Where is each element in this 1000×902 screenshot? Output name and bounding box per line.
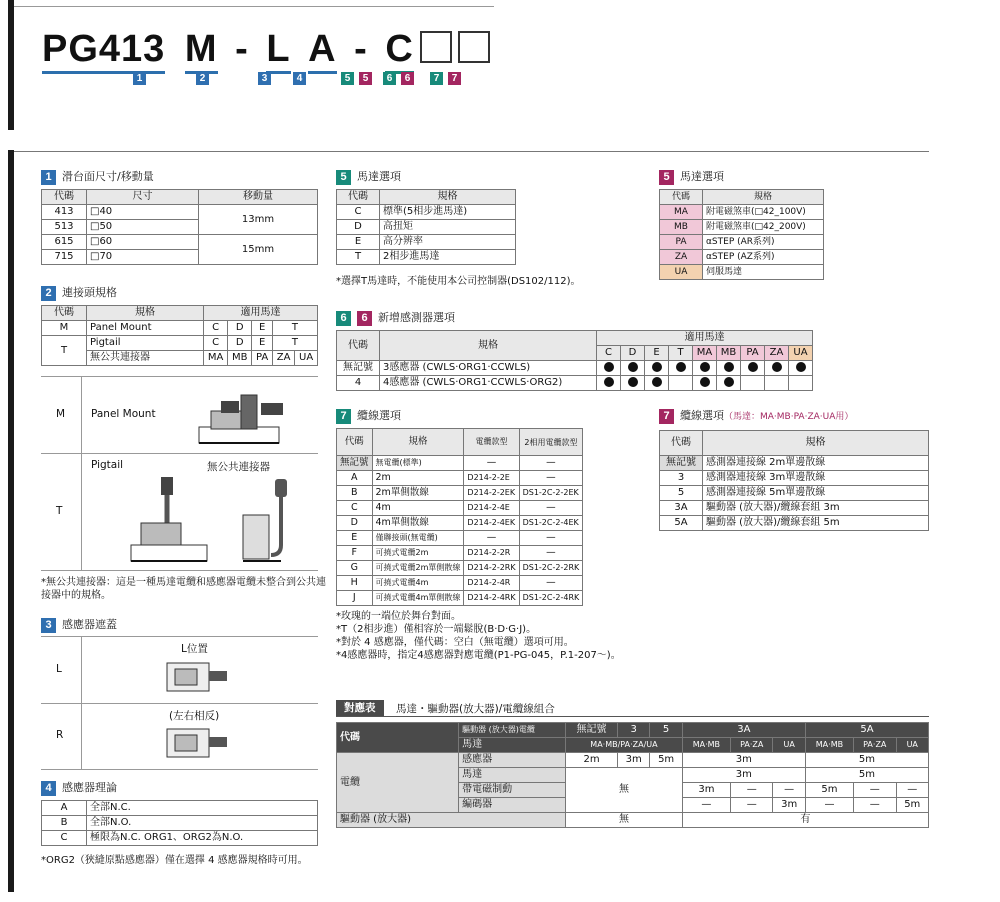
sec7b-heading: 7 纜線選項（馬達：MA‧MB‧PA‧ZA‧UA用） [659,407,853,424]
compat-dot-cell [669,376,693,391]
cover-l-code: L [56,663,62,675]
model-c: C [385,28,413,74]
dash-2: - [354,28,368,70]
compat-dot-cell [597,361,621,376]
filled-dot-icon [652,377,662,387]
sec5b-table: 代碼 規格 MA 附電磁煞車(□42_100V) MB 附電磁煞車(□42_200V) PA αSTEP (AR系列) ZA αSTEP (AZ系列) UA 伺服馬達 [659,189,824,280]
compat-dot-cell [717,376,741,391]
connector-image-block [41,376,318,571]
badge-7a: 7 [430,72,443,85]
sec4-note: *ORG2（狹縫原點感應器）僅在選擇 4 感應器規格時可用。 [41,855,308,866]
badge-4: 4 [293,72,306,85]
badge-7b: 7 [448,72,461,85]
filled-dot-icon [700,362,710,372]
compat-title: 馬達・驅動器(放大器)/電纜線組合 [396,703,555,715]
compat-dot-cell [621,376,645,391]
no-common-connector-drawing [241,475,311,567]
sec1-heading: 1 滑台面尺寸/移動量 [41,168,154,185]
cover-r-text: (左右相反) [169,710,220,722]
sec5-heading: 5 馬達選項 [336,168,401,185]
filled-dot-icon [700,377,710,387]
compat-dot-cell [741,361,765,376]
cover-l-drawing [163,657,233,697]
model-l: L [266,28,290,74]
img-m-code: M [56,408,66,420]
sec6-row-0: 無記號 3感應器 (CWLS‧ORG1‧CCWLS) [337,361,813,376]
filled-dot-icon [652,362,662,372]
filled-dot-icon [604,362,614,372]
compat-dot-cell [789,376,813,391]
compat-dot-cell [765,376,789,391]
model-m: M [185,28,218,74]
sec7-table: 代碼 規格 電纜款型 2相用電纜款型 無記號 無電纜(標準) — — A 2m D214-2-2E — B 2m單側散線 D214-2-2EK DS1-2C-2-2EK C 4m D214-2-4E — D 4m單側散線 D214-2-4EK DS1-2C-2-4EK E 僅聯接頭(無電纜) — — F 可撓式電纜2m D214-2-2R — G 可撓式電纜2m單側散線 D214-2-2RK DS1-2C-2-2RK H 可撓式電纜4m D214-2-4R — J 可撓式電纜4m單側散線 D214-2-4RK DS1-2C-2-4RK [336,428,583,606]
compat-dot-cell [765,361,789,376]
sec6-row-1: 4 4感應器 (CWLS‧ORG1‧CCWLS‧ORG2) [337,376,813,391]
compat-dot-cell [717,361,741,376]
badge-1: 1 [133,72,146,85]
filled-dot-icon [724,377,734,387]
compat-dot-cell [621,361,645,376]
compat-dot-cell [693,361,717,376]
compat-dot-cell [669,361,693,376]
filled-dot-icon [628,362,638,372]
sec7-heading: 7 纜線選項 [336,407,401,424]
sec6-table: 代碼 規格 適用馬達 C D E T MA MB PA ZA UA 無記號 3感應器 (CWLS‧ORG1‧CCWLS) 4 4感應器 (CWLS‧ORG1‧CCWLS‧ORG2) [336,330,813,391]
model-base: PG413 [42,28,165,74]
badge-5b: 5 [359,72,372,85]
compat-dot-cell [693,376,717,391]
compat-dot-cell [597,376,621,391]
model-a: A [308,28,336,74]
cover-r-drawing [163,723,233,763]
sec5-table: 代碼 規格 C 標準(5相步進馬達) D 高扭矩 E 高分辨率 T 2相步進馬達 [336,189,516,265]
sec3-heading: 3 感應器遮蓋 [41,616,117,633]
panel-mount-drawing [191,387,291,449]
compat-label: 對應表 [336,700,384,716]
badge-3: 3 [258,72,271,85]
img-m-text: Panel Mount [91,408,156,420]
left-bar-main [8,150,14,892]
cover-l-text: L位置 [181,643,208,655]
dash-1: - [235,28,249,70]
sec6-heading: 6 6 新增感測器選項 [336,309,455,326]
sec7b-table: 代碼 規格 無記號 感測器連接線 2m單邊散線 3 感測器連接線 3m單邊散線 5 感測器連接線 5m單邊散線 3A 驅動器 (放大器)/纜線套組 3m 5A 驅動器 (放大器)/纜線套組 5m [659,430,929,531]
section-rule [14,151,929,152]
filled-dot-icon [724,362,734,372]
badge-6b: 6 [401,72,414,85]
sensor-cover-block [41,636,318,770]
option-box-2 [458,31,490,63]
compat-dot-cell [741,376,765,391]
badge-5a: 5 [341,72,354,85]
filled-dot-icon [772,362,782,372]
sec2-table: 代碼 規格 適用馬達 M Panel Mount C D E T T Pigtail C D E T 無公共連接器 MA MB PA ZA UA [41,305,318,366]
img-t-text1: Pigtail [91,459,124,471]
sec1-table: 代碼 尺寸 移動量 413 □40 13mm 513 □50 615 □60 15mm 715 □70 [41,189,318,265]
badge-2: 2 [196,72,209,85]
filled-dot-icon [676,362,686,372]
left-bar-top [8,0,14,130]
cover-r-code: R [56,729,64,741]
model-code-title [42,28,490,74]
sec4-table: A 全部N.C. B 全部N.O. C 極限為N.C. ORG1、ORG2為N.O. [41,800,318,846]
compat-dot-cell [645,376,669,391]
badge-6a: 6 [383,72,396,85]
filled-dot-icon [604,377,614,387]
filled-dot-icon [748,362,758,372]
option-box-1 [420,31,452,63]
compat-dot-cell [645,361,669,376]
img-t-code: T [56,505,63,517]
top-rule [14,6,494,7]
sec4-heading: 4 感應器理論 [41,779,117,796]
filled-dot-icon [628,377,638,387]
sec5b-heading: 5 馬達選項 [659,168,724,185]
sec7-notes: *玫瑰的一端位於舞台對面。 *T（2相步進）僅相容於一端鬆脫(B‧D‧G‧J)。 *對於 4 感應器，僅代碼：空白（無電纜）選項可用。 *4感應器時，指定4感應器對應電纜(P1-PG-045，P.1-207～)。 [336,611,621,661]
sec2-note: *無公共連接器：這是一種馬達電纜和感應器電纜未整合到公共連接器中的規格。 [41,577,326,601]
sec5-note: *選擇T馬達時，不能使用本公司控制器(DS102/112)。 [336,276,581,287]
pigtail-drawing [127,475,213,567]
compat-table: 代碼 驅動器 (放大器)電纜 無記號 3 5 3A 5A 馬達 MA‧MB/PA‧ZA/UA MA‧MB PA‧ZA UA MA‧MB PA‧ZA UA 電纜 感應器 2m 3m 5m 3m 5m 馬達 無 3m 5m 帶電磁制動 3m — — 5m — — 編碼器 — — 3m — — 5m 驅動器 (放大器) 無 有 [336,722,929,828]
img-t-text2: 無公共連接器 [207,461,270,473]
sec2-heading: 2 連接頭規格 [41,284,117,301]
compat-rule [336,716,929,717]
compat-dot-cell [789,361,813,376]
filled-dot-icon [796,362,806,372]
